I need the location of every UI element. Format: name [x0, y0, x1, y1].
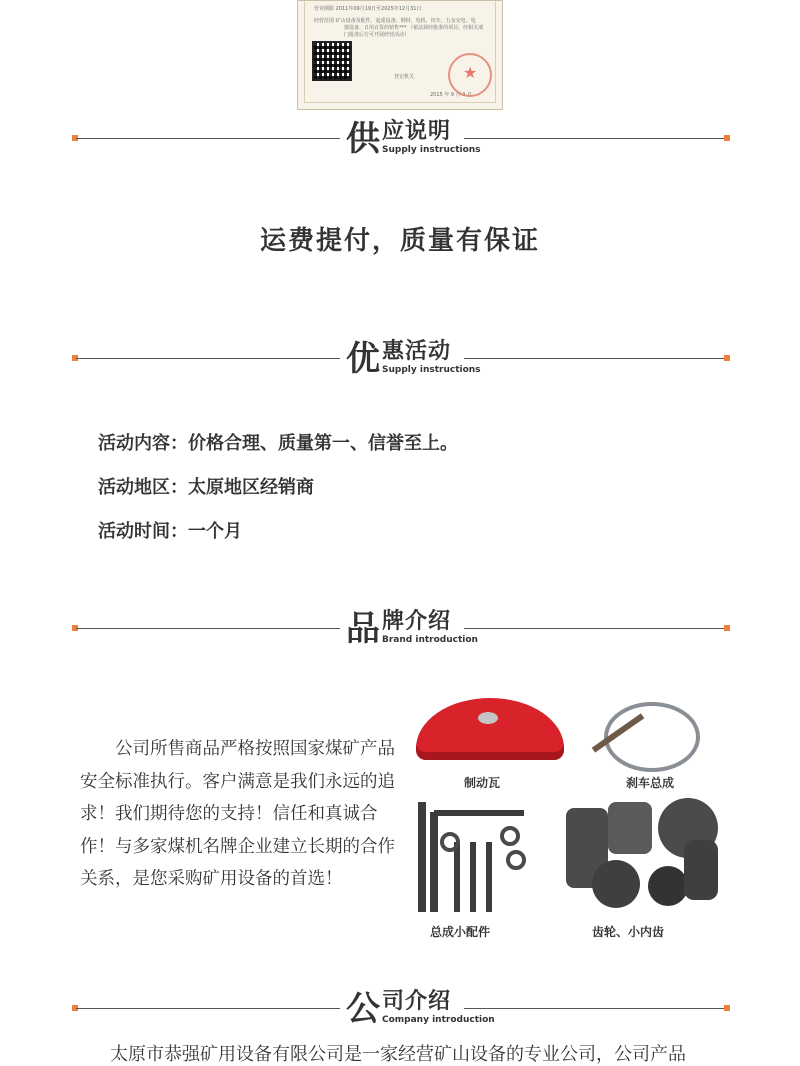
section-title-big: 供 — [346, 119, 380, 159]
part-ring — [440, 832, 460, 852]
section-title-english: Brand introduction — [382, 635, 478, 645]
section-title-small: 应说明 — [382, 119, 452, 144]
official-seal-icon — [448, 53, 492, 97]
part-ring — [500, 826, 520, 846]
product-label: 刹车总成 — [626, 776, 675, 790]
section-title-english: Supply instructions — [382, 365, 481, 375]
section-header-supply — [72, 119, 730, 159]
section-title-small: 惠活动 — [382, 339, 452, 364]
product-collage-image — [408, 690, 728, 945]
promo-region: 活动地区：太原地区经销商 — [98, 477, 314, 498]
product-label: 制动瓦 — [464, 776, 501, 790]
decor-dot — [724, 135, 730, 141]
brake-shoe-image — [416, 698, 564, 760]
cert-text-scope-1: 经营范围 矿山设备及配件、起重设备、钢材、电机、铰车、五金交电、电 — [314, 18, 476, 24]
divider-line — [76, 628, 340, 629]
divider-line — [76, 1008, 340, 1009]
part-ring — [506, 850, 526, 870]
product-label: 齿轮、小内齿 — [592, 925, 665, 939]
decor-dot — [724, 625, 730, 631]
section-title-english: Company introduction — [382, 1015, 495, 1025]
promo-duration: 活动时间：一个月 — [98, 521, 242, 542]
divider-line — [464, 1008, 726, 1009]
divider-line — [76, 138, 340, 139]
business-license-image — [297, 0, 503, 110]
product-label: 总成小配件 — [430, 925, 491, 939]
promo-content: 活动内容：价格合理、质量第一、信誉至上。 — [98, 433, 458, 454]
pinion-gear-image — [592, 860, 640, 908]
part-rod — [454, 842, 460, 912]
decor-dot — [724, 1005, 730, 1011]
company-description: 太原市恭强矿用设备有限公司是一家经营矿山设备的专业公司，公司产品 — [110, 1044, 686, 1065]
cert-text-date: 2015 年 9 月 3 日 — [430, 92, 473, 98]
part-rod — [430, 812, 438, 912]
section-title-small: 牌介绍 — [382, 609, 452, 634]
cert-text-term: 营业期限 2011年09月19日至2025年12月31日 — [314, 6, 422, 12]
shipping-slogan: 运费提付，质量有保证 — [259, 226, 540, 256]
section-title-big: 品 — [346, 609, 380, 649]
decor-dot — [724, 355, 730, 361]
divider-line — [76, 358, 340, 359]
section-title-big: 公 — [346, 989, 380, 1029]
section-title-small: 司介绍 — [382, 989, 452, 1014]
cert-text-scope-2: 器设备、日用百货的销售*** （依法须经批准的项目，经相关部 — [344, 25, 484, 31]
section-header-brand — [72, 609, 730, 649]
gear-sleeve-image — [608, 802, 652, 854]
divider-line — [464, 358, 726, 359]
cert-text-scope-3: 门批准后方可开展经营活动） — [344, 32, 410, 38]
part-rod — [418, 802, 426, 912]
divider-line — [464, 628, 726, 629]
section-title-big: 优 — [346, 339, 380, 379]
section-header-promo — [72, 339, 730, 379]
brand-description: 公司所售商品严格按照国家煤矿产品安全标准执行。客户满意是我们永远的追求！我们期待您的支持！信任和真诚合作！与多家煤机名牌企业建立长期的合作关系，是您采购矿用设备的首选！ — [80, 739, 395, 889]
qr-code-icon — [312, 41, 352, 81]
gear-shaft-image — [684, 840, 718, 900]
divider-line — [464, 138, 726, 139]
section-header-company — [72, 989, 730, 1029]
cert-text-authority: 登记机关 — [394, 74, 415, 80]
part-rod — [470, 842, 476, 912]
pinion-gear-image — [648, 866, 688, 906]
part-rod — [486, 842, 492, 912]
brake-band-image — [604, 702, 700, 772]
part-rod — [434, 810, 524, 816]
small-parts-image — [414, 802, 534, 920]
section-title-english: Supply instructions — [382, 145, 481, 155]
